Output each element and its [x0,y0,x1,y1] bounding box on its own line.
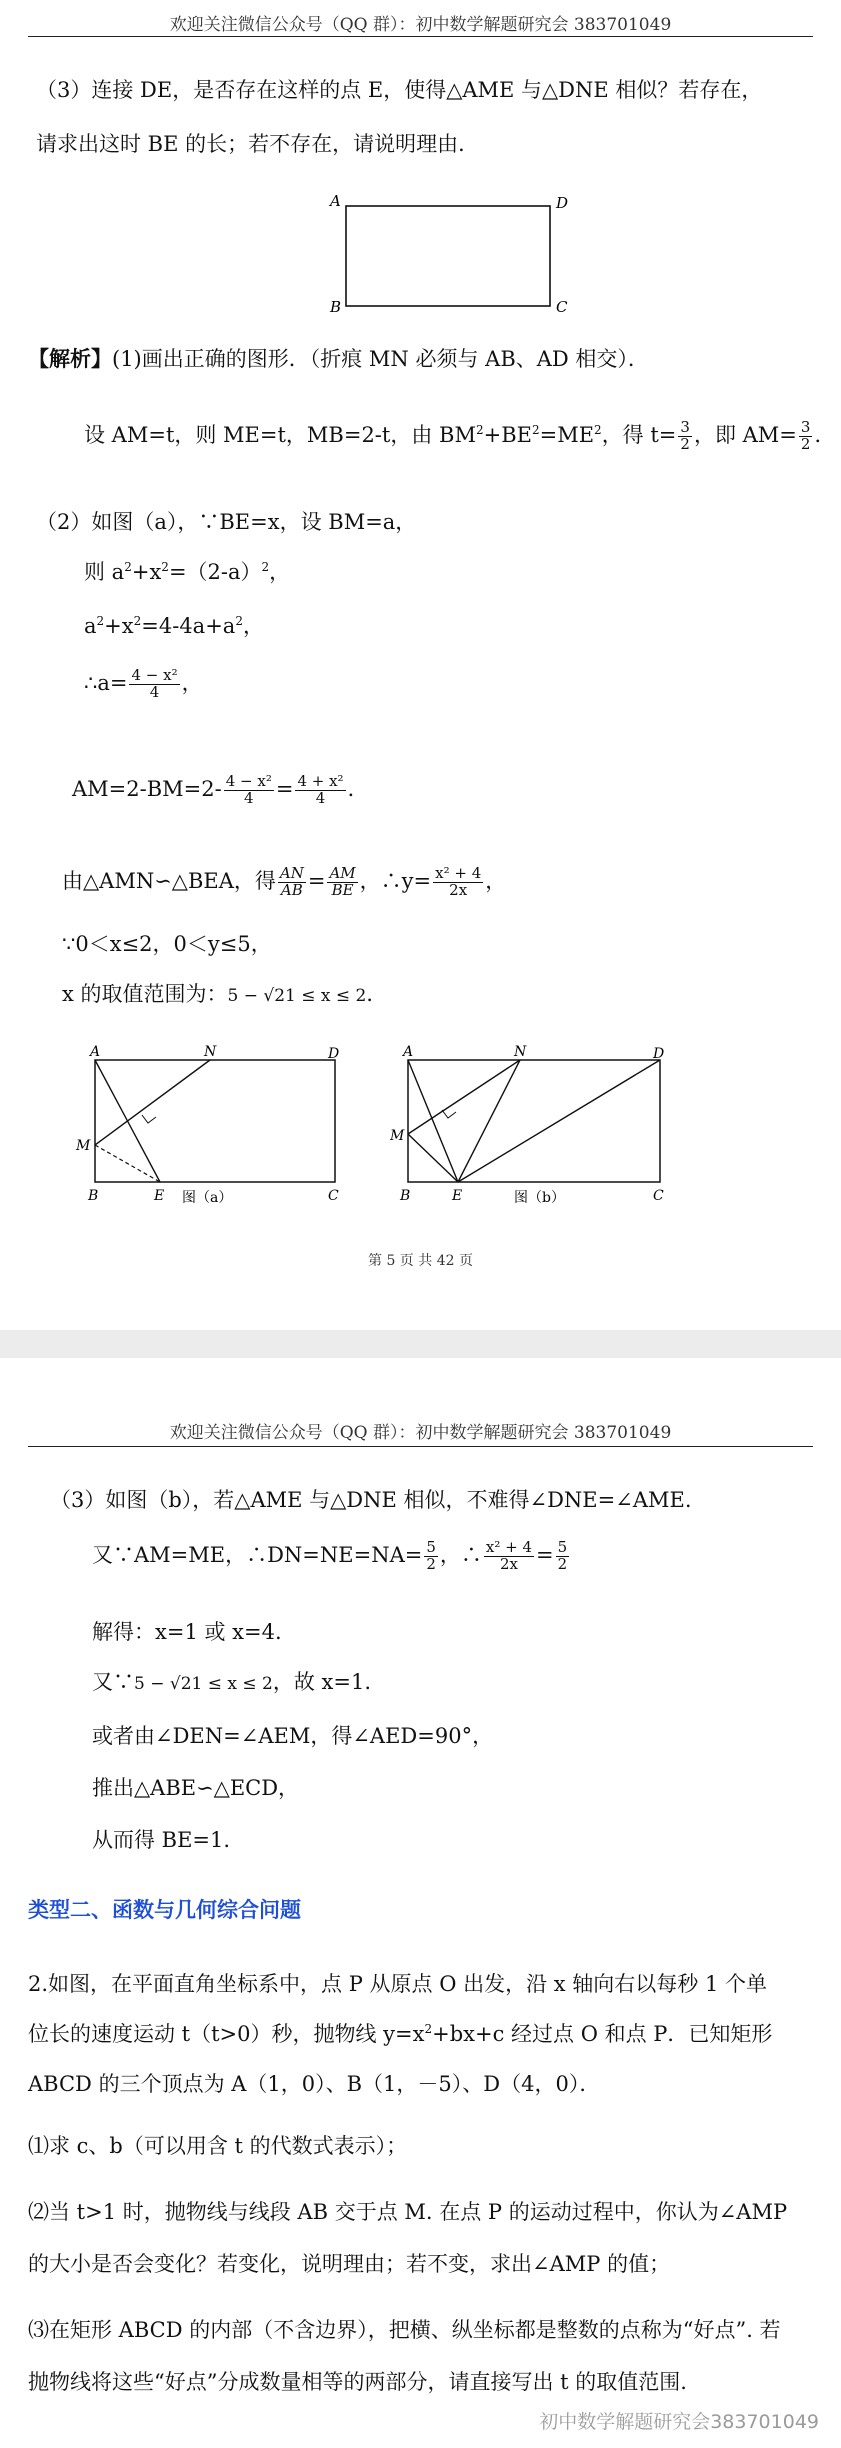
text-run: ， [485,868,507,893]
solution-line-6: 推出△ABE∽△ECD， [92,1776,300,1800]
problem-part-3-line-2: 抛物线将这些“好点”分成数量相等的两部分，请直接写出 t 的取值范围. [28,2370,687,2394]
text-run: ． [366,982,388,1006]
segment-me [408,1134,458,1182]
solution-line-5: 或者由∠DEN=∠AEM，得∠AED=90°， [92,1724,494,1748]
superscript: 2 [124,560,132,574]
denominator: 4 [149,682,160,701]
label-e: E [154,1188,165,1204]
text-run: ∴a= [84,670,128,695]
text-run: x 的取值范围为： [62,982,228,1006]
inequality: 5 − √21 ≤ x ≤ 2 [134,1674,273,1694]
crease-mn [95,1060,210,1145]
text-run: +bx+c 经过点 O 和点 P．已知矩形 [432,2022,773,2046]
denominator: 2 [557,1554,568,1573]
label-b: B [88,1188,99,1204]
text-run: =（2-a） [168,560,262,584]
watermark: 初中数学解题研究会383701049 [539,2411,819,2433]
part-2-line-8 [62,982,387,1007]
page-separator [0,1330,841,1358]
figure-b [390,1040,690,1215]
superscript: 2 [133,614,142,628]
figure-b-caption: 图（b） [514,1190,565,1206]
text-run: 又∵ [92,1670,134,1694]
superscript: 2 [96,614,105,628]
page-footer: 第 5 页 共 42 页 [368,1253,473,1269]
fraction [799,420,813,453]
numerator: 5 [426,1538,436,1556]
text-run: ，故 x=1. [272,1670,371,1694]
text-run: ，得 t= [601,422,677,447]
superscript: 2 [531,422,540,437]
text-run: 由△AMN∽△BEA，得 [62,868,276,893]
text-run: =ME [539,422,595,447]
section-title: 类型二、函数与几何综合问题 [28,1898,301,1922]
text-run: ，∴ [439,1542,482,1567]
vertex-label-a: A [330,192,341,210]
analysis-label: 【解析】 [28,346,112,371]
label-b: B [400,1188,411,1204]
label-d: D [328,1046,340,1062]
numerator: 4 − x² [131,666,178,684]
problem-line-1: 2.如图，在平面直角坐标系中，点 P 从原点 O 出发，沿 x 轴向右以每秒 1 个单 [28,1972,767,1996]
fraction [278,866,306,899]
text-run: ，即 AM= [693,422,797,447]
vertex-label-c: C [556,298,568,316]
label-c: C [653,1188,664,1204]
text-run: =4-4a+a [141,614,236,638]
denominator: AB [280,880,303,899]
label-a: A [90,1044,101,1060]
page-header: 欢迎关注微信公众号（QQ 群）：初中数学解题研究会 383701049 [169,1423,672,1443]
problem-part-2-line-1: ⑵当 t>1 时，抛物线与线段 AB 交于点 M. 在点 P 的运动过程中，你认为∠AMP [28,2200,788,2224]
superscript: 2 [475,422,484,437]
fraction [556,1540,570,1573]
text-run: +x [131,560,162,584]
label-m: M [76,1138,91,1154]
figure-a [70,1040,380,1215]
denominator: 4 [244,788,254,807]
label-a: A [403,1044,414,1060]
denominator: 2 [800,434,811,453]
superscript: 2 [235,614,243,628]
denominator: BE [331,880,354,899]
solution-line-7: 从而得 BE=1. [92,1828,231,1852]
solution-line-3: 解得：x=1 或 x=4. [92,1620,282,1644]
analysis-line [28,346,649,372]
problem-part-2-line-2: 的大小是否会变化？若变化，说明理由；若不变，求出∠AMP 的值； [28,2252,671,2276]
text-run: ． [814,422,836,447]
text-run: +x [104,614,134,638]
fraction [224,774,274,807]
numerator: AM [329,864,356,882]
question-3-line-1: （3）连接 DE，是否存在这样的点 E，使得△AME 与△DNE 相似？若存在， [36,78,763,102]
problem-part-3-line-1: ⑶在矩形 ABCD 的内部（不含边界），把横、纵坐标都是整数的点称为“好点”. 若 [28,2318,781,2342]
solution-line-2 [92,1540,571,1573]
label-d: D [653,1046,665,1062]
denominator: 2x [499,1554,518,1573]
text-run: a [84,614,97,638]
text-run: AM=2-BM=2- [72,776,222,801]
figure-a-caption: 图（a） [182,1190,233,1206]
part-2-line-2 [84,560,290,585]
rectangle [95,1060,335,1182]
text-run: 位长的速度运动 t（t>0）秒，抛物线 y=x [28,2022,425,2046]
question-3-line-2: 请求出这时 BE 的长；若不存在，请说明理由． [36,132,480,156]
crease-mn [408,1060,520,1134]
text-run: ， [269,560,291,584]
part-2-line-5 [72,774,369,807]
text-run: 则 a [84,560,125,584]
denominator: 2 [680,434,690,453]
right-angle-mark [142,1115,156,1123]
header-divider [28,1446,813,1447]
rectangle [408,1060,660,1182]
text-run: = [307,868,326,893]
text-run: = [536,1542,554,1567]
label-n: N [204,1044,217,1060]
denominator: 2 [426,1554,436,1573]
label-c: C [328,1188,339,1204]
analysis-text: (1)画出正确的图形．（折痕 MN 必须与 AB、AD 相交）． [112,347,649,371]
problem-part-1: ⑴求 c、b（可以用含 t 的代数式表示）； [28,2134,408,2158]
part-2-line-7: ∵0＜x≤2，0＜y≤5， [62,932,272,956]
numerator: x² + 4 [435,864,482,882]
part-2-line-4 [84,668,203,701]
solution-line-1: （3）如图（b），若△AME 与△DNE 相似，不难得∠DNE=∠AME. [50,1488,692,1512]
fraction [484,1540,534,1573]
fraction [424,1540,438,1573]
superscript: 2 [261,560,270,574]
numerator: 4 + x² [297,772,344,790]
part-2-line-6 [62,866,506,899]
fraction [433,866,483,899]
solution-line-4 [92,1670,371,1695]
fraction [327,866,357,899]
numerator: 4 − x² [225,772,272,790]
rectangle-figure [320,190,590,320]
numerator: AN [279,864,304,882]
text-run: +BE [483,422,532,447]
numerator: 3 [680,418,690,436]
page-2 [0,1358,841,2448]
numerator: 5 [557,1538,568,1556]
part-1-solution [84,420,835,453]
label-m: M [390,1128,405,1144]
denominator: 4 [315,788,326,807]
right-angle-mark [442,1110,456,1118]
segment-ae [408,1060,458,1182]
vertex-label-b: B [330,298,342,316]
problem-line-2 [28,2022,772,2047]
text-run: ， [181,670,203,695]
text-run: = [275,776,294,801]
problem-line-3: ABCD 的三个顶点为 A（1，0）、B（1，－5）、D（4，0）． [28,2072,601,2096]
rectangle-abcd [346,206,550,306]
inequality: 5 − √21 ≤ x ≤ 2 [227,986,367,1006]
label-e: E [452,1188,463,1204]
part-2-line-1: （2）如图（a），∵BE=x，设 BM=a， [36,510,417,534]
vertex-label-d: D [556,194,569,212]
label-n: N [514,1044,527,1060]
fraction [678,420,692,453]
fraction [295,774,345,807]
denominator: 2x [449,880,468,899]
numerator: 3 [800,418,811,436]
superscript: 2 [594,422,602,437]
text-run: 又∵AM=ME，∴DN=NE=NA= [92,1542,423,1567]
numerator: x² + 4 [485,1538,533,1556]
text-run: ， [242,614,264,638]
header-divider [28,36,813,37]
part-2-line-3 [84,614,264,639]
text-run: ． [347,776,369,801]
superscript: 2 [424,2022,433,2036]
fraction [129,668,179,701]
superscript: 2 [161,560,169,574]
text-run: ，∴y= [359,868,432,893]
page-header: 欢迎关注微信公众号（QQ 群）：初中数学解题研究会 383701049 [169,15,672,35]
text-run: 设 AM=t，则 ME=t，MB=2-t，由 BM [84,422,476,447]
